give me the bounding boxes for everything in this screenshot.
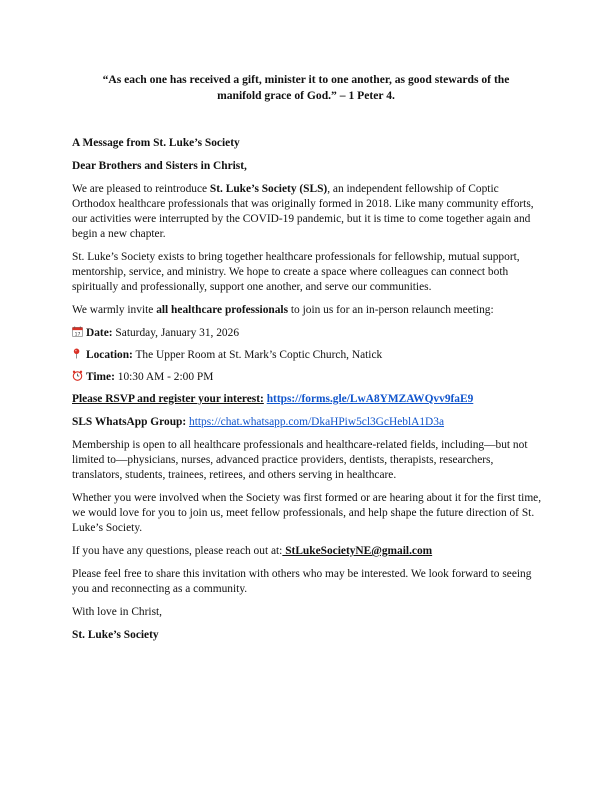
letter-body: [72, 136, 544, 651]
membership-paragraph: Membership is open to all healthcare professionals and healthcare-related fields, including—but not limited to—physicians, nurses, advanced practice providers, dentists, therapists, researchers, translators, students, trainees, retirees, and others serving in healthcare.: [72, 439, 528, 481]
event-date: 17 Date: Saturday, January 31, 2026: [72, 326, 544, 341]
whatsapp-link[interactable]: https://chat.whatsapp.com/DkaHPiw5cl3GcHeblA1D3a: [189, 416, 445, 428]
pushpin-icon: [72, 348, 83, 359]
signature: St. Luke’s Society: [72, 629, 159, 641]
whatsapp-line: [72, 415, 544, 430]
bible-quote: [80, 72, 532, 104]
purpose-paragraph: St. Luke’s Society exists to bring together healthcare professionals for fellowship, mutual support, mentorship, service, and ministry. We hope to create a space where colleagues can connect both spiritually and professionally, support one another, and serve our communities.: [72, 251, 520, 293]
society-name: St. Luke’s Society (SLS): [209, 183, 328, 195]
rsvp-line: [72, 392, 544, 407]
quote-line-2: manifold grace of God.” – 1 Peter 4.: [217, 89, 395, 102]
invite-audience: all healthcare professionals: [156, 304, 289, 316]
rsvp-label: Please RSVP and register your interest:: [72, 393, 264, 405]
whatsapp-label: SLS WhatsApp Group:: [72, 416, 187, 428]
closing: With love in Christ,: [72, 606, 163, 618]
alarm-clock-icon: [72, 370, 83, 381]
greeting: Dear Brothers and Sisters in Christ,: [72, 160, 247, 172]
share-paragraph: Please feel free to share this invitation with others who may be interested. We look forward to seeing you and reconnecting as a community.: [72, 568, 532, 595]
event-location: Location: The Upper Room at St. Mark’s Coptic Church, Natick: [72, 348, 544, 363]
whether-paragraph: Whether you were involved when the Society was first formed or are hearing about it for the first time, we would love for you to join us, meet fellow professionals, and help shape the future direction of St. Luke’s Society.: [72, 492, 542, 534]
intro-paragraph: We are pleased to reintroduce St. Luke’s Society (SLS), an independent fellowship of Coptic Orthodox healthcare professionals that was originally formed in 2018. Like many community efforts, our activities were interrupted by the COVID-19 pandemic, but it is time to come together again and begin a new chapter.: [72, 183, 534, 240]
svg-text:17: 17: [74, 332, 81, 337]
rsvp-link[interactable]: https://forms.gle/LwA8YMZAWQvv9faE9: [266, 393, 474, 405]
contact-email-link[interactable]: StLukeSocietyNE@gmail.com: [282, 545, 433, 557]
quote-line-1: “As each one has received a gift, minister it to one another, as good stewards of the: [102, 73, 510, 86]
event-time: Time: 10:30 AM - 2:00 PM: [72, 370, 544, 385]
invite-paragraph: We warmly invite all healthcare professionals to join us for an in-person relaunch meeting:: [72, 304, 494, 316]
letter-heading: A Message from St. Luke’s Society: [72, 137, 240, 149]
questions-paragraph: If you have any questions, please reach out at: StLukeSocietyNE@gmail.com: [72, 545, 433, 557]
calendar-icon: [72, 326, 83, 337]
